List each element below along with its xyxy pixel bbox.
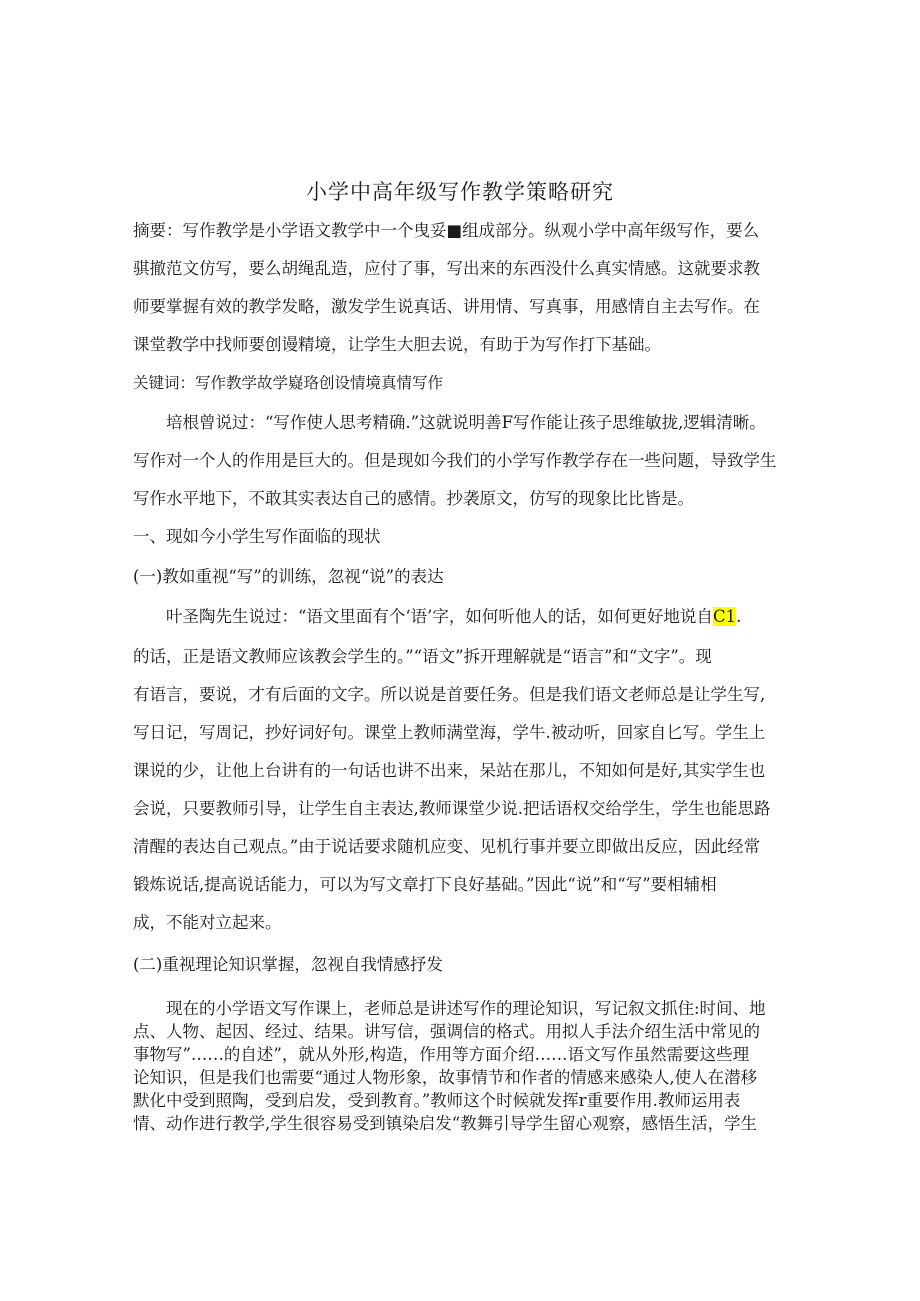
highlighted-text: C1 <box>712 607 737 626</box>
para2-line: 事物写”……的自述”，就从外形,构造，作用等方面介绍……语文写作虽然需要这些理 <box>133 1045 750 1064</box>
intro-line: 培根曾说过：“写作使人思考精确.”这就说明善F写作能让孩子思维敏拢,逻辑清晰。 <box>166 413 766 432</box>
para1-line <box>166 606 741 628</box>
abstract-line: 课堂教学中找师要创谩精境，让学生大胆去说，有助于为写作打下基础。 <box>133 335 661 354</box>
keywords: 关键词：写作教学故学嶷珞创设情境真情写作 <box>133 374 444 392</box>
para2-line: 现在的小学语文写作课上，老师总是讲述写作的理论知识，写记叙文抓住:时间、地 <box>166 999 766 1018</box>
intro-line: 写作水平地下，不敢其实表达自己的感情。抄袭原文，仿写的现象比比皆是。 <box>133 489 694 508</box>
section-heading: 一、现如今小学生写作面临的现状 <box>133 527 381 546</box>
para2-line: 情、动作进行教学,学生很容易受到镇染启发“教舞引导学生留心观察，感悟生活，学生 <box>133 1114 758 1133</box>
abstract-line: 摘要：写作教学是小学语文教学中一个曳妥■组成部分。纵观小学中高年级写作，要么 <box>133 221 760 240</box>
intro-line: 写作对一个人的作用是巨大的。但是现如今我们的小学写作教学存在一些问题，导致学生 <box>133 451 777 470</box>
abstract-line: 骐撤范文仿写，要么胡绳乱造，应付了事，写出来的东西没什么真实情感。这就要求教 <box>133 259 760 278</box>
para1-line: 的话，正是语文教师应该教会学生的。”“语文”拆开理解就是“语言”和“文字”。现 <box>133 647 712 666</box>
para1-line: 清醒的表达自己观点。”由于说话要求随机应变、见机行事并要立即做出反应，因此经常 <box>133 837 761 856</box>
para2-line: 默化中受到照陶，受到启发，受到教育。”教师这个时候就发挥r重要作用.教师运用表 <box>133 1091 741 1110</box>
para1-line: 成，不能对立起来。 <box>133 913 282 932</box>
para1-line: 有语言，要说，才有后面的文字。所以说是首要任务。但是我们语文老师总是让学生写, <box>133 685 766 704</box>
para1-line: 课说的少，让他上台讲有的一句话也讲不出来，呆站在那儿，不知如何是好,其实学生也 <box>133 761 766 780</box>
abstract-line: 师要掌握有效的教学发略，激发学生说真话、讲用情、写真事，用感情自主去写作。在 <box>133 297 760 316</box>
para1-line: 写日记，写周记，抄好词好句。课堂上教师满堂海，学牛.被动听，回家自匕写。学生上 <box>133 723 766 742</box>
para2-line: 论知识，但是我们也需要“通过人物形象，故事情节和作者的情感来感染人,使人在潜移 <box>133 1068 758 1087</box>
para1-first-tail: . <box>736 607 742 626</box>
para2-line: 点、人物、起因、经过、结果。讲写信，强调信的格式。用拟人手法介绍生活中常见的 <box>133 1022 760 1041</box>
page-title: 小学中高年级写作教学策略研究 <box>306 180 614 204</box>
para1-first-text: 叶圣陶先生说过：“语文里面有个‘语’字，如何听他人的话，如何更好地说自 <box>166 607 713 626</box>
subsection-heading: (二)重视理论知识掌握，忽视自我情感抒发 <box>133 955 443 974</box>
para1-line: 锻炼说话,提高说话能力，可以为写文章打下良好基础。”因此“说”和“写”要相辅相 <box>133 875 717 894</box>
para1-line: 会说，只要教师引导，让学生自主表达,教师课堂少说.把话语权交给学生，学生也能思路 <box>133 799 771 818</box>
subsection-heading: (一)教如重视“写”的训练，忽视“说”的表达 <box>133 567 444 586</box>
